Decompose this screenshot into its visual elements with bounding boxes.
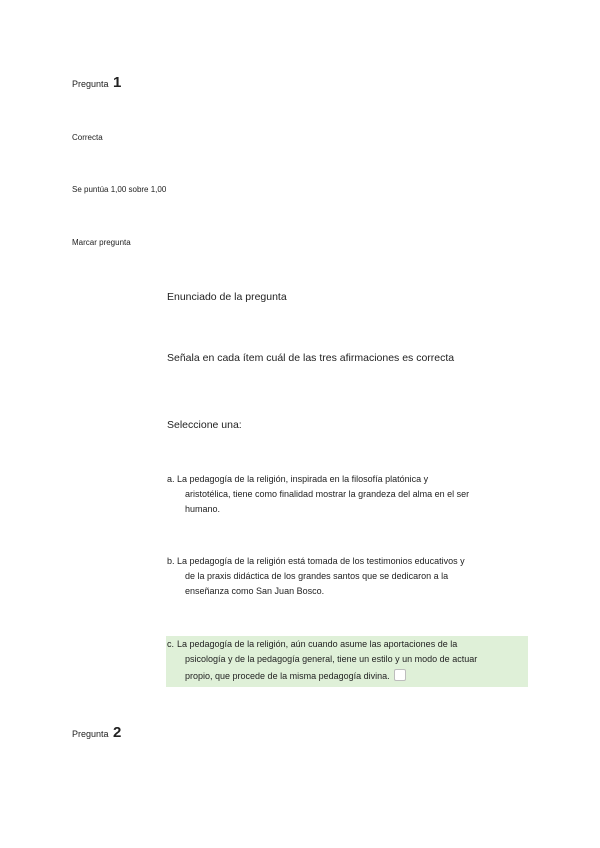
question-number: 2 [113, 724, 122, 741]
answer-option-b[interactable] [167, 554, 529, 599]
option-letter: a. [167, 474, 175, 484]
option-line: enseñanza como San Juan Bosco. [185, 586, 325, 596]
question-number: 1 [113, 74, 122, 91]
option-line: humano. [185, 504, 221, 514]
option-line: aristotélica, tiene como finalidad mostrar la grandeza del alma en el ser [185, 489, 470, 499]
select-prompt: Seleccione una: [167, 419, 242, 431]
statement-heading: Enunciado de la pregunta [167, 291, 287, 303]
correct-check-icon [394, 669, 406, 681]
option-line: La pedagogía de la religión, aún cuando asume las aportaciones de la [177, 639, 458, 649]
answer-option-c[interactable] [166, 636, 528, 687]
question-score: Se puntúa 1,00 sobre 1,00 [72, 185, 167, 194]
option-line: propio, que procede de la misma pedagogía divina. [185, 671, 390, 681]
answer-option-a[interactable] [167, 472, 529, 517]
option-line: de la praxis didáctica de los grandes santos que se dedicaron a la [185, 571, 449, 581]
question-2-header [72, 724, 121, 741]
option-line: La pedagogía de la religión está tomada de los testimonios educativos y [177, 556, 465, 566]
question-label: Pregunta [72, 729, 109, 739]
question-1-header [72, 74, 121, 91]
question-label: Pregunta [72, 79, 109, 89]
option-letter: b. [167, 556, 175, 566]
option-line: psicología y de la pedagogía general, tiene un estilo y un modo de actuar [185, 654, 478, 664]
question-status: Correcta [72, 133, 103, 142]
flag-question-link[interactable]: Marcar pregunta [72, 238, 131, 247]
question-statement: Señala en cada ítem cuál de las tres afirmaciones es correcta [167, 352, 455, 364]
option-letter: c. [167, 639, 175, 649]
option-line: La pedagogía de la religión, inspirada en la filosofía platónica y [177, 474, 429, 484]
